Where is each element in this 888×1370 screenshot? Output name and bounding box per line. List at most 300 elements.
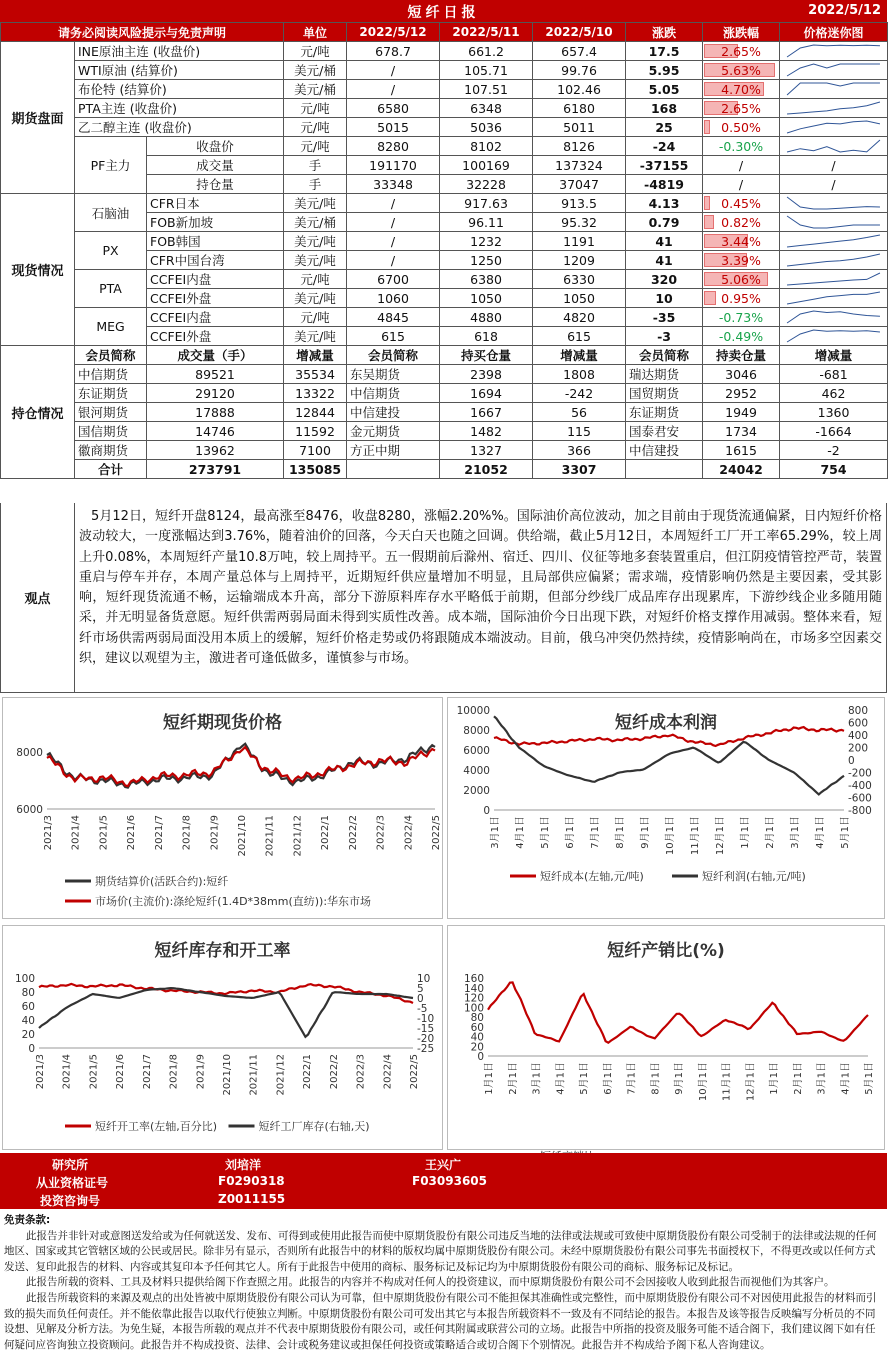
chart-title: 短纤库存和开工率: [154, 941, 291, 961]
institute-label: 研究所: [52, 1158, 89, 1172]
x-tick-label: 2021/12: [292, 815, 304, 857]
sparkline: [780, 118, 888, 137]
table-cell: 661.2: [440, 42, 533, 61]
y-tick-label: 6000: [463, 745, 490, 757]
pct-text: 3.39%: [721, 252, 761, 268]
x-tick-label: 2021/6: [115, 1054, 127, 1090]
pct-text: 4.70%: [721, 81, 761, 97]
table-cell: 1060: [347, 289, 440, 308]
column-header: 2022/5/11: [440, 23, 533, 42]
sparkline-path: [787, 121, 880, 133]
legend-label: 短纤成本(左轴,元/吨): [540, 870, 644, 883]
sparkline: [780, 42, 888, 61]
x-tick-label: 8月1日: [650, 1062, 662, 1095]
table-cell: 美元/桶: [284, 213, 347, 232]
table-cell: /: [347, 251, 440, 270]
table-cell: 5036: [440, 118, 533, 137]
x-tick-label: 7月1日: [590, 816, 601, 849]
x-tick-label: 2021/6: [126, 815, 138, 851]
x-tick-label: 2月1日: [765, 816, 776, 849]
y2-tick-label: -15: [417, 1023, 435, 1035]
pct-text: 3.44%: [721, 233, 761, 249]
total-cell: 合计: [75, 460, 147, 479]
column-header: 增减量: [533, 346, 626, 365]
position-cell: 35534: [284, 365, 347, 384]
position-cell: 89521: [147, 365, 284, 384]
x-tick-label: 9月1日: [674, 1062, 685, 1095]
table-cell: -4819: [626, 175, 703, 194]
table-cell: 5.05: [626, 80, 703, 99]
table-row: [1, 80, 888, 99]
series-line: [488, 982, 868, 1042]
position-cell: 中信期货: [75, 365, 147, 384]
pct-text: -0.49%: [718, 328, 764, 344]
table-row: [1, 346, 888, 365]
table-cell: 99.76: [533, 61, 626, 80]
x-tick-label: 2021/4: [70, 815, 82, 851]
analyst1-cert: F0290318: [218, 1174, 285, 1188]
pct-cell: /: [703, 156, 780, 175]
table-cell: 6700: [347, 270, 440, 289]
y-tick-label: 8000: [16, 747, 43, 760]
table-row: [1, 308, 888, 327]
table-cell: /: [780, 156, 888, 175]
table-cell: 1191: [533, 232, 626, 251]
sparkline-path: [787, 235, 880, 247]
row-name: 布伦特 (结算价): [75, 80, 284, 99]
chart-title: 短纤期现货价格: [163, 713, 282, 733]
pct-text: -0.30%: [718, 138, 764, 154]
x-tick-label: 2021/5: [88, 1054, 100, 1090]
y-tick-label: 40: [470, 1031, 484, 1044]
table-cell: 8126: [533, 137, 626, 156]
pct-bar: [704, 120, 710, 134]
row-name: 乙二醇主连 (收盘价): [75, 118, 284, 137]
section-label: 持仓情况: [1, 346, 75, 479]
position-cell: -681: [780, 365, 888, 384]
x-tick-label: 3月1日: [490, 816, 501, 849]
pct-cell: [703, 289, 780, 308]
pct-text: 2.65%: [721, 43, 761, 59]
total-cell: 273791: [147, 460, 284, 479]
position-cell: 瑞达期货: [626, 365, 703, 384]
column-header: 会员简称: [626, 346, 703, 365]
table-cell: /: [347, 194, 440, 213]
x-tick-label: 4月1日: [840, 1062, 852, 1095]
table-cell: 95.32: [533, 213, 626, 232]
x-tick-label: 2021/9: [209, 815, 221, 851]
view-text: 5月12日，短纤开盘8124，最高涨至8476，收盘8280，涨幅2.20%%。国际油价高位波动，加之目前由于现货流通偏紧，日内短纤价格波动较大，一度涨幅达到3.76%，随着油价的回落，今天白天也随之回调。供给端，截止5月12日，本周短纤工厂开工率65.29%，较上周上升0.08%，本周短纤产量10.8万吨，较上周持平。五一假期前后滁州、宿迁、四川、仪征等地多套装置重启，但江阴疫情管控严苛，装置重启与停车并存，本周产量总体与上周持平，近期短纤供应量增加不明显，且局部供应偏紧；需求端，疫情影响仍然是主要因素，受其影响，短纤现货流通不畅，运输端成本升高，部分下游原料库存水平略低于前期，但部分纱线厂成品库存出现累库，下游纱线企业多随用随采，并无明显备货意愿。短纤供需两弱局面未得到实质性改善。成本端，国际油价今日出现下跌，对短纤价格支撑作用减弱。整体来看，短纤市场供需两弱局面没用本质上的缓解，短纤价格走势或仍将跟随成本端波动。目前，俄乌冲突仍然持续，疫情影响尚在，市场多空因素交织，建议以观望为主，激进者可逢低做多，谨慎参与市场。: [79, 509, 882, 667]
position-cell: 14746: [147, 422, 284, 441]
sparkline: [780, 308, 888, 327]
column-header: 2022/5/10: [533, 23, 626, 42]
row-name: INE原油主连 (收盘价): [75, 42, 284, 61]
y-tick-label: 40: [21, 1015, 35, 1027]
y2-tick-label: 200: [848, 742, 869, 755]
y-tick-label: 80: [470, 1012, 484, 1024]
sparkline: [780, 327, 888, 346]
x-tick-label: 1月1日: [740, 816, 751, 849]
pct-cell: /: [703, 175, 780, 194]
table-row: [1, 194, 888, 213]
x-tick-label: 2021/11: [248, 1054, 260, 1096]
table-cell: 4.13: [626, 194, 703, 213]
table-cell: 8280: [347, 137, 440, 156]
analyst1-name: 刘培洋: [225, 1158, 262, 1172]
table-cell: 10: [626, 289, 703, 308]
x-tick-label: 4月1日: [555, 1062, 567, 1095]
sparkline: [780, 61, 888, 80]
x-tick-label: 2022/5: [431, 815, 442, 851]
table-cell: -24: [626, 137, 703, 156]
row-name: FOB新加坡: [147, 213, 284, 232]
sparkline: [780, 270, 888, 289]
table-row: [1, 118, 888, 137]
legend-label: 市场价(主流价):涤纶短纤(1.4D*38mm(直纺)):华东市场: [95, 895, 372, 908]
column-header: 会员简称: [75, 346, 147, 365]
position-cell: 12844: [284, 403, 347, 422]
pct-text: 0.82%: [721, 214, 761, 230]
table-cell: 6180: [533, 99, 626, 118]
table-cell: 100169: [440, 156, 533, 175]
x-tick-label: 10月1日: [697, 1062, 709, 1102]
x-tick-label: 2021/7: [141, 1054, 153, 1090]
table-cell: /: [347, 213, 440, 232]
chart-inventory-rate: [2, 925, 443, 1150]
sparkline-path: [787, 330, 880, 342]
table-cell: 105.71: [440, 61, 533, 80]
position-cell: 金元期货: [347, 422, 440, 441]
section-label: 现货情况: [1, 194, 75, 346]
table-cell: /: [347, 61, 440, 80]
sparkline-path: [787, 45, 880, 57]
cert-label: 从业资格证号: [36, 1176, 109, 1190]
table-cell: 0.79: [626, 213, 703, 232]
table-cell: 41: [626, 232, 703, 251]
table-cell: 41: [626, 251, 703, 270]
table-cell: 1250: [440, 251, 533, 270]
position-cell: -1664: [780, 422, 888, 441]
position-cell: 国贸期货: [626, 384, 703, 403]
x-tick-label: 2022/1: [320, 815, 332, 851]
total-cell: 754: [780, 460, 888, 479]
x-tick-label: 2022/3: [355, 1054, 367, 1090]
position-cell: 国信期货: [75, 422, 147, 441]
sparkline: [780, 99, 888, 118]
pct-cell: [703, 61, 780, 80]
chart-price: [2, 697, 443, 919]
y-tick-label: 100: [463, 1002, 484, 1015]
x-tick-label: 2021/9: [195, 1054, 207, 1090]
position-cell: 徽商期货: [75, 441, 147, 460]
position-cell: 462: [780, 384, 888, 403]
table-cell: 917.63: [440, 194, 533, 213]
pct-cell: [703, 308, 780, 327]
table-cell: 美元/桶: [284, 61, 347, 80]
x-tick-label: 2022/4: [403, 815, 415, 851]
x-tick-label: 2月1日: [507, 1062, 519, 1095]
y2-tick-label: 0: [848, 755, 855, 767]
table-cell: 1209: [533, 251, 626, 270]
sparkline-path: [787, 292, 880, 304]
x-tick-label: 2021/8: [168, 1054, 180, 1090]
table-cell: 元/吨: [284, 137, 347, 156]
table-row: [1, 460, 888, 479]
row-name: CCFEI内盘: [147, 308, 284, 327]
analyst1-consult: Z0011155: [218, 1192, 286, 1206]
y2-tick-label: -600: [848, 792, 872, 805]
position-cell: 11592: [284, 422, 347, 441]
table-cell: -37155: [626, 156, 703, 175]
x-tick-label: 4月1日: [815, 816, 826, 849]
position-cell: 3046: [703, 365, 780, 384]
table-row: [1, 365, 888, 384]
pct-bar: [704, 291, 716, 305]
sparkline: [780, 194, 888, 213]
x-tick-label: 12月1日: [745, 1062, 757, 1102]
pct-text: 0.45%: [721, 195, 761, 211]
y-tick-label: 4000: [463, 765, 490, 777]
pct-bar: [704, 196, 710, 210]
x-tick-label: 4月1日: [515, 816, 526, 849]
position-cell: 东吴期货: [347, 365, 440, 384]
column-header: 涨跌: [626, 23, 703, 42]
disclaimer-p2: 此报告所载的资料、工具及材料只提供给阁下作查照之用。此报告的内容并不构成对任何人的投资建议，而中原期货股份有限公司不会因接收人收到此报告而视他们为其客户。: [26, 1276, 835, 1289]
column-header: 涨跌幅: [703, 23, 780, 42]
y-tick-label: 20: [21, 1029, 35, 1041]
row-name: CCFEI内盘: [147, 270, 284, 289]
x-tick-label: 2021/7: [153, 815, 165, 851]
position-cell: 1734: [703, 422, 780, 441]
table-cell: 320: [626, 270, 703, 289]
y2-tick-label: 400: [848, 730, 869, 742]
table-cell: 33348: [347, 175, 440, 194]
position-cell: 银河期货: [75, 403, 147, 422]
x-tick-label: 2021/10: [222, 1054, 233, 1096]
series-line: [39, 988, 413, 1037]
position-cell: 29120: [147, 384, 284, 403]
table-cell: 元/吨: [284, 270, 347, 289]
row-name: CFR日本: [147, 194, 284, 213]
table-row: [1, 403, 888, 422]
legend-label: 短纤利润(右轴,元/吨): [702, 870, 806, 883]
chart-sales-ratio: [447, 925, 885, 1150]
table-cell: 137324: [533, 156, 626, 175]
position-cell: 1808: [533, 365, 626, 384]
column-header: 价格迷你图: [780, 23, 888, 42]
x-tick-label: 3月1日: [790, 816, 801, 849]
table-cell: 6580: [347, 99, 440, 118]
pct-cell: [703, 213, 780, 232]
sparkline-path: [787, 197, 880, 209]
table-cell: 手: [284, 175, 347, 194]
table-cell: 96.11: [440, 213, 533, 232]
disclaimer: [0, 1211, 887, 1355]
table-cell: 168: [626, 99, 703, 118]
column-header: 2022/5/12: [347, 23, 440, 42]
legend-label: 短纤工厂库存(右轴,天): [258, 1120, 370, 1133]
x-tick-label: 2022/3: [375, 815, 387, 851]
table-cell: 美元/吨: [284, 194, 347, 213]
position-cell: 2952: [703, 384, 780, 403]
x-tick-label: 2021/12: [275, 1054, 287, 1096]
x-tick-label: 5月1日: [864, 1062, 875, 1095]
table-cell: 4880: [440, 308, 533, 327]
column-header: 单位: [284, 23, 347, 42]
row-name: 成交量: [147, 156, 284, 175]
table-cell: 手: [284, 156, 347, 175]
pct-cell: [703, 270, 780, 289]
sparkline: [780, 213, 888, 232]
y-tick-label: 120: [463, 992, 484, 1005]
total-cell: 135085: [284, 460, 347, 479]
position-cell: 56: [533, 403, 626, 422]
x-tick-label: 6月1日: [602, 1062, 614, 1095]
sparkline-path: [787, 311, 880, 323]
y2-tick-label: -400: [848, 780, 872, 792]
column-header: 持买仓量: [440, 346, 533, 365]
table-cell: 5011: [533, 118, 626, 137]
column-header: 会员简称: [347, 346, 440, 365]
analyst2-name: 王兴广: [425, 1158, 462, 1172]
x-tick-label: 1月1日: [769, 1062, 780, 1095]
x-tick-label: 2022/2: [328, 1054, 340, 1090]
pct-cell: [703, 42, 780, 61]
x-tick-label: 3月1日: [816, 1062, 828, 1095]
table-cell: 4820: [533, 308, 626, 327]
position-cell: 1327: [440, 441, 533, 460]
table-row: [1, 422, 888, 441]
table-cell: 102.46: [533, 80, 626, 99]
table-cell: 5.95: [626, 61, 703, 80]
pct-bar: [704, 215, 714, 229]
pct-cell: [703, 99, 780, 118]
x-tick-label: 10月1日: [665, 816, 676, 856]
sparkline-path: [787, 254, 880, 266]
sparkline: [780, 251, 888, 270]
sparkline-path: [787, 273, 880, 285]
y2-tick-label: -800: [848, 805, 872, 817]
x-tick-label: 6月1日: [565, 816, 576, 849]
x-tick-label: 2022/4: [382, 1054, 394, 1090]
position-cell: 1482: [440, 422, 533, 441]
y2-tick-label: 10: [417, 973, 431, 985]
table-cell: 615: [347, 327, 440, 346]
position-cell: -2: [780, 441, 888, 460]
group-label: MEG: [75, 308, 147, 346]
position-cell: 中信建投: [347, 403, 440, 422]
position-cell: 1360: [780, 403, 888, 422]
disclaimer-title: 免责条款:: [4, 1214, 51, 1226]
notice-text: 请务必阅读风险提示与免责声明: [1, 23, 284, 42]
y-tick-label: 160: [463, 973, 484, 985]
sparkline: [780, 80, 888, 99]
pct-cell: [703, 118, 780, 137]
table-cell: 美元/吨: [284, 289, 347, 308]
group-label: PF主力: [75, 137, 147, 194]
row-name: 收盘价: [147, 137, 284, 156]
table-cell: 元/吨: [284, 118, 347, 137]
y-tick-label: 100: [14, 973, 35, 985]
table-cell: 1050: [440, 289, 533, 308]
table-cell: 25: [626, 118, 703, 137]
table-cell: 191170: [347, 156, 440, 175]
report-title: 短纤日报: [407, 5, 480, 21]
x-tick-label: 8月1日: [615, 816, 626, 849]
row-name: 持仓量: [147, 175, 284, 194]
y-tick-label: 20: [470, 1041, 484, 1054]
table-cell: 6330: [533, 270, 626, 289]
y2-tick-label: 0: [417, 993, 424, 1005]
position-cell: 方正中期: [347, 441, 440, 460]
column-header: 增减量: [780, 346, 888, 365]
table-cell: 美元/吨: [284, 327, 347, 346]
x-tick-label: 2022/2: [347, 815, 359, 851]
table-row: [1, 23, 888, 42]
table-cell: 8102: [440, 137, 533, 156]
position-cell: -242: [533, 384, 626, 403]
x-tick-label: 5月1日: [540, 816, 551, 849]
row-name: CCFEI外盘: [147, 289, 284, 308]
column-header: 增减量: [284, 346, 347, 365]
table-cell: 107.51: [440, 80, 533, 99]
y-tick-label: 60: [21, 1001, 35, 1013]
y-tick-label: 0: [28, 1043, 35, 1055]
sparkline: [780, 232, 888, 251]
report-date: 2022/5/12: [808, 3, 881, 18]
pct-text: 0.50%: [721, 119, 761, 135]
chart-cost-profit: [447, 697, 885, 919]
chart-title: 短纤产销比(%): [607, 941, 725, 961]
y-tick-label: 2000: [463, 785, 490, 797]
table-cell: 元/吨: [284, 308, 347, 327]
y2-tick-label: -10: [417, 1013, 435, 1025]
total-cell: 3307: [533, 460, 626, 479]
table-cell: 615: [533, 327, 626, 346]
x-tick-label: 2021/11: [264, 815, 276, 857]
y2-tick-label: -20: [417, 1033, 435, 1045]
pct-cell: [703, 327, 780, 346]
report-header-bar: [0, 0, 887, 22]
table-row: [1, 42, 888, 61]
disclaimer-p1: 此报告并非针对或意图送发给或为任何就送发、发布、可得到或使用此报告而使中原期货股份有限公司违反当地的法律或法规或可致使中原期货股份有限公司受制于的法律或法规的任何地区、国家或其它管辖区域的公民或居民。除非另有显示，否则所有此报告中的材料的版权均属中原期货股份有限公司。未经中原期货股份有限公司事先书面授权下，不得更改或以任何方式发送、复印此报告的材料、内容或其复印本予任何其它人。所有于此报告中使用的商标、服务标记及标记均为中原期货股份有限公司的商标、服务标记及标记。: [4, 1229, 877, 1273]
y-tick-label: 0: [483, 805, 490, 817]
position-cell: 1949: [703, 403, 780, 422]
total-cell: [626, 460, 703, 479]
x-tick-label: 2022/1: [302, 1054, 314, 1090]
row-name: FOB韩国: [147, 232, 284, 251]
table-row: [1, 232, 888, 251]
position-cell: 115: [533, 422, 626, 441]
x-tick-label: 9月1日: [640, 816, 651, 849]
pct-text: 0.95%: [721, 290, 761, 306]
sparkline-path: [787, 102, 880, 114]
x-tick-label: 2021/8: [181, 815, 193, 851]
x-tick-label: 7月1日: [626, 1062, 638, 1095]
y2-tick-label: -5: [417, 1003, 428, 1015]
table-cell: 元/吨: [284, 42, 347, 61]
sparkline: [780, 289, 888, 308]
table-cell: /: [780, 175, 888, 194]
group-label: PTA: [75, 270, 147, 308]
position-cell: 中信期货: [347, 384, 440, 403]
row-name: WTI原油 (结算价): [75, 61, 284, 80]
position-cell: 1667: [440, 403, 533, 422]
pct-text: 5.06%: [721, 271, 761, 287]
position-cell: 东证期货: [75, 384, 147, 403]
table-row: [1, 384, 888, 403]
position-cell: 7100: [284, 441, 347, 460]
